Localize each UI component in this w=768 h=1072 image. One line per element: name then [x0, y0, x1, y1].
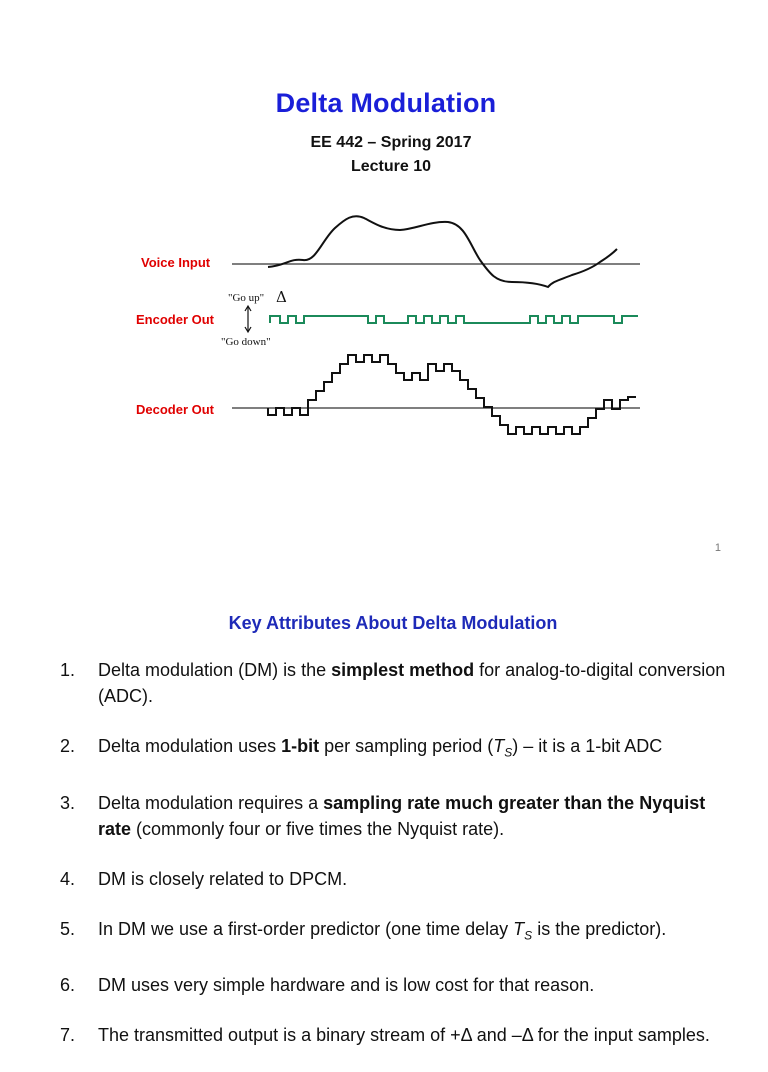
list-item-text: S [504, 745, 513, 760]
list-item-text: DM uses very simple hardware and is low cost for that reason. [98, 975, 595, 996]
list-item-text: is the predictor). [532, 918, 667, 939]
list-item-text: 1-bit [281, 736, 320, 756]
page-number: 1 [714, 542, 721, 554]
list-item-number: 5. [60, 918, 76, 939]
list-item-text: T [493, 736, 505, 756]
course-subtitle: EE 442 – Spring 2017 [310, 134, 472, 151]
list-item-text: S [524, 928, 533, 943]
list-item-number: 4. [60, 868, 76, 889]
decoder-out-label: Decoder Out [136, 402, 215, 417]
list-item-text: The transmitted output is a binary stream of +Δ and –Δ for the input samples. [98, 1025, 710, 1046]
delta-symbol: Δ [276, 288, 287, 306]
go-down-label: "Go down" [221, 336, 271, 348]
list-item-text: DM is closely related to DPCM. [98, 868, 348, 889]
list-item-text: ) – it is a 1-bit ADC [512, 736, 663, 756]
slide-title: Delta Modulation [275, 88, 497, 118]
list-item-text: T [513, 918, 525, 939]
list-item [60, 733, 740, 766]
list-item-text: sampling rate much greater than the Nyquist rate [98, 792, 706, 839]
list-item-text: Delta modulation (DM) is the [98, 660, 332, 680]
list-item-number: 3. [60, 792, 76, 813]
list-item-number: 7. [60, 1025, 76, 1046]
encoder-output-pulse-train [270, 316, 638, 323]
list-item-number: 2. [60, 736, 76, 756]
list-item-text: Delta modulation requires a [98, 792, 324, 813]
list-item-text: In DM we use a first-order predictor (one time delay [98, 918, 514, 939]
list-item [60, 657, 740, 709]
go-up-label: "Go up" [228, 292, 265, 304]
list-item [60, 1022, 740, 1048]
voice-input-waveform [268, 216, 617, 287]
list-item-text: for analog-to-digital conversion (ADC). [98, 660, 726, 706]
lecture-subtitle: Lecture 10 [350, 158, 432, 175]
list-item [60, 916, 740, 949]
up-down-arrow-icon [245, 306, 251, 332]
list-item-text: (commonly four or five times the Nyquist rate). [131, 818, 505, 839]
voice-input-label: Voice Input [141, 255, 211, 270]
list-item-number: 6. [60, 975, 76, 996]
list-item [60, 790, 740, 842]
list-item-text: Delta modulation uses [98, 736, 282, 756]
encoder-out-label: Encoder Out [136, 312, 215, 327]
attributes-heading: Key Attributes About Delta Modulation [228, 613, 558, 633]
attributes-list [60, 657, 740, 1072]
list-item-number: 1. [60, 660, 76, 680]
list-item-text: per sampling period ( [319, 736, 494, 756]
list-item [60, 866, 740, 892]
list-item [60, 972, 740, 998]
list-item-text: simplest method [331, 660, 475, 680]
decoder-output-staircase [268, 355, 636, 434]
